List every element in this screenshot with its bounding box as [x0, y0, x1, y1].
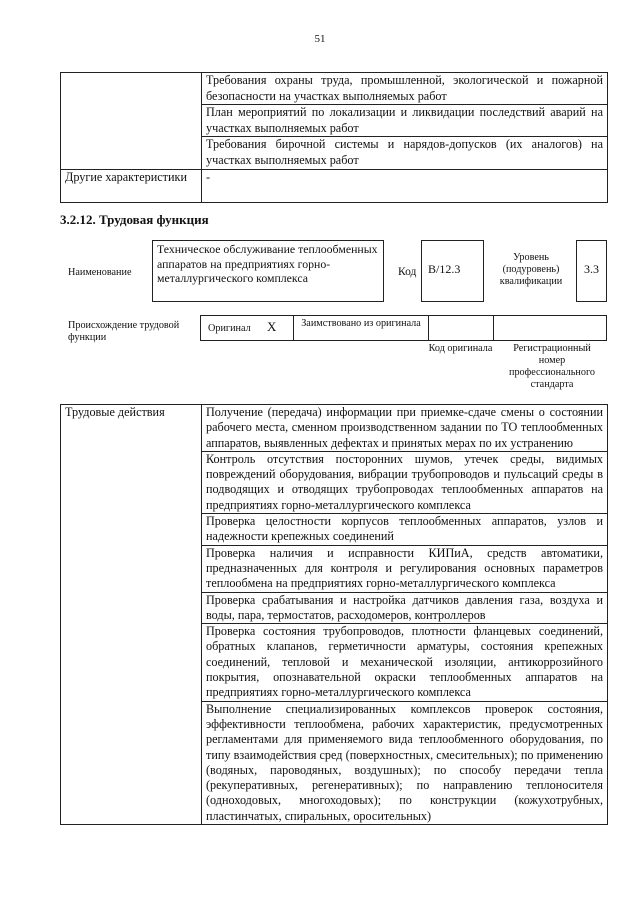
action-item: Контроль отсутствия посторонних шумов, утечек среды, видимых повреждений оборудования, вибрации трубопроводов и пульсаций среды в подводящих и отводящих трубопроводах теплообменных аппаратов на предприятиях горно-металлургического комплекса [202, 451, 608, 513]
action-item: Выполнение специализированных комплексов проверок состояния, эффективности теплообмена, рабочих характеристик, предусмотренных регламентами для применяемого вида теплообменного оборудования, по типу взаимодействия сред (поверхностных, смесительных); по применению (водяных, пароводяных, воздушных); по способу передачи тепла (рекуперативных, регенеративных); по направлению теплоносителя (одноходовых, многоходовых); по конструкции (кожухотрубных, пластинчатых, спиральных, оросительных) [202, 701, 608, 824]
table-row [61, 405, 608, 452]
code-value-box: B/12.3 [421, 240, 484, 302]
table-cell: - [202, 169, 608, 202]
divider [493, 315, 494, 341]
table-cell: Требования бирочной системы и нарядов-допусков (их аналогов) на участках выполняемых работ [202, 137, 608, 169]
table-row [61, 169, 608, 202]
original-label: Оригинал [208, 323, 251, 334]
level-value-box: 3.3 [576, 240, 607, 302]
action-item: Проверка срабатывания и настройка датчиков давления газа, воздуха и воды, пара, термостатов, расходомеров, контроллеров [202, 592, 608, 624]
requirements-table [60, 72, 608, 203]
function-name-box: Техническое обслуживание теплообменных аппаратов на предприятиях горно-металлургического комплекса [152, 240, 384, 302]
table-cell: Требования охраны труда, промышленной, экологической и пожарной безопасности на участках выполняемых работ [202, 73, 608, 105]
section-title: 3.2.12. Трудовая функция [60, 212, 209, 227]
divider [428, 315, 429, 341]
action-item: Получение (передача) информации при приемке-сдаче смены о состоянии рабочего места, сменном производственном задании по ТО теплообменных аппаратов, выявленных дефектах и принятых мерах по их устранению [202, 405, 608, 452]
code-label: Код [398, 266, 417, 278]
table-row [61, 73, 608, 105]
table-cell-label: Другие характеристики [61, 169, 202, 202]
actions-table [60, 404, 608, 825]
origin-label: Происхождение трудовой функции [68, 320, 180, 343]
level-label: Уровень (подуровень) квалификации [499, 252, 563, 287]
borrowed-label: Заимствовано из оригинала [301, 318, 421, 329]
actions-label: Трудовые действия [61, 405, 202, 825]
original-mark: X [267, 319, 277, 334]
name-label: Наименование [68, 267, 132, 278]
reg-number-caption: Регистрационный номер профессионального стандарта [509, 343, 595, 390]
action-item: Проверка целостности корпусов теплообменных аппаратов, узлов и надежности крепежных соединений [202, 514, 608, 546]
action-item: Проверка состояния трубопроводов, плотности фланцевых соединений, обратных клапанов, герметичности арматуры, состояния крепежных соединений, тепловой и механической изоляции, антикоррозийного покрытия, опознавательной окраски теплообменных аппаратов на предприятиях горно-металлургического комплекса [202, 624, 608, 701]
page-number: 51 [314, 33, 326, 45]
table-cell-empty [61, 73, 202, 170]
action-item: Проверка наличия и исправности КИПиА, средств автоматики, предназначенных для контроля и регулирования основных параметров теплообмена на предприятиях горно-металлургического комплекса [202, 545, 608, 592]
divider [293, 315, 294, 341]
table-cell: План мероприятий по локализации и ликвидации последствий аварий на участках выполняемых работ [202, 105, 608, 137]
code-original-caption: Код оригинала [428, 343, 493, 354]
